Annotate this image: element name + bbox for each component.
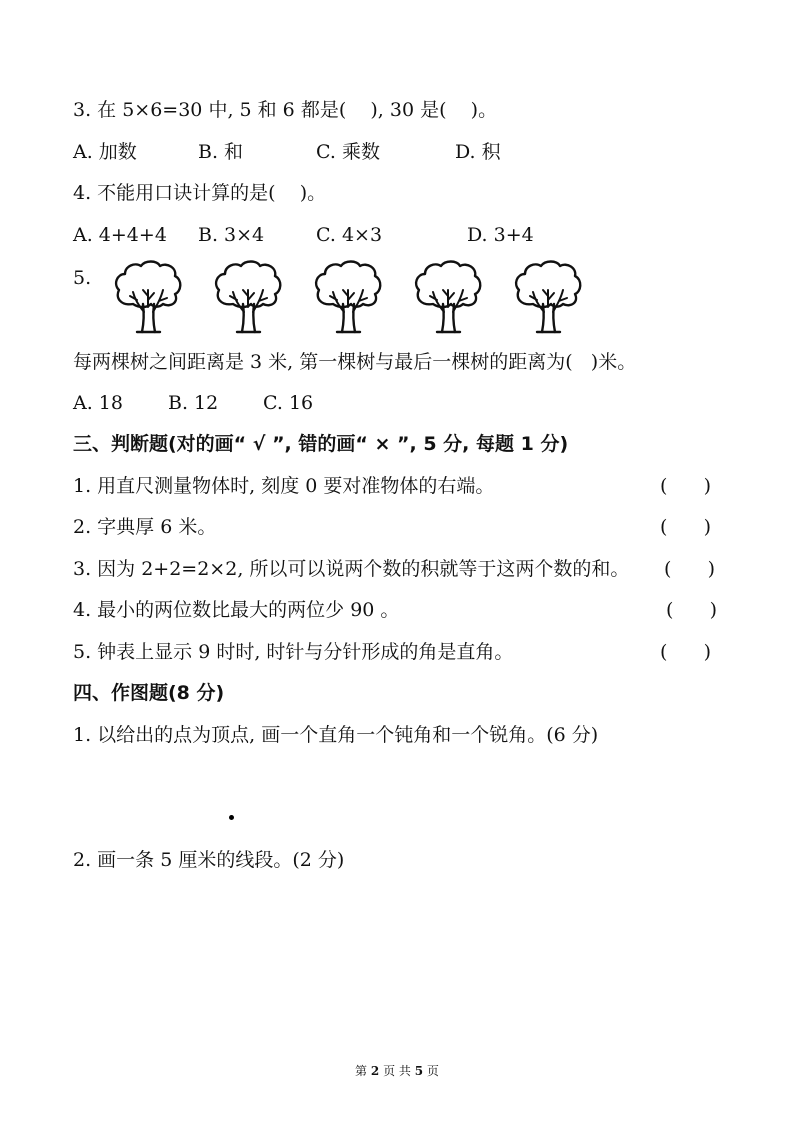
judge-item-2: 2. 字典厚 6 米。 [73,516,217,538]
page-footer [0,1062,794,1079]
judge-item-5: 5. 钟表上显示 9 时时, 时针与分针形成的角是直角。 [73,641,514,663]
q3-stem: 3. 在 5×6=30 中, 5 和 6 都是( ), 30 是( )。 [73,99,498,121]
q3-option-c: C. 乘数 [316,141,380,163]
tree-icon [513,260,583,334]
footer-suffix: 页 [426,1064,439,1078]
judge-blank-2: ( ) [660,516,712,538]
q4-option-b: B. 3×4 [198,224,265,246]
q3-option-d: D. 积 [455,141,501,163]
tree-icon [413,260,483,334]
judge-item-4: 4. 最小的两位数比最大的两位少 90 。 [73,599,400,621]
q3-option-a: A. 加数 [73,141,137,163]
judge-blank-3: ( ) [664,558,716,580]
q4-option-c: C. 4×3 [316,224,383,246]
q5-option-b: B. 12 [168,392,219,414]
footer-total-pages: 5 [414,1064,424,1078]
footer-page-number: 2 [370,1064,380,1078]
q5-stem: 每两棵树之间距离是 3 米, 第一棵树与最后一棵树的距离为( )米。 [73,351,637,373]
vertex-point [229,815,234,820]
tree-icon [113,260,183,334]
footer-prefix: 第 [355,1064,368,1078]
judge-item-1: 1. 用直尺测量物体时, 刻度 0 要对准物体的右端。 [73,475,495,497]
judge-blank-1: ( ) [660,475,712,497]
section4-heading: 四、作图题(8 分) [73,682,225,704]
tree-icon [313,260,383,334]
tree-icon [213,260,283,334]
section3-heading: 三、判断题(对的画“ √ ”, 错的画“ × ”, 5 分, 每题 1 分) [73,433,569,455]
judge-blank-4: ( ) [666,599,718,621]
q4-stem: 4. 不能用口诀计算的是( )。 [73,182,327,204]
draw-item-1: 1. 以给出的点为顶点, 画一个直角一个钝角和一个锐角。(6 分) [73,724,599,746]
judge-blank-5: ( ) [660,641,712,663]
q4-option-d: D. 3+4 [467,224,534,246]
draw-item-2: 2. 画一条 5 厘米的线段。(2 分) [73,849,345,871]
q3-option-b: B. 和 [198,141,244,163]
q5-option-c: C. 16 [263,392,314,414]
q5-option-a: A. 18 [73,392,123,414]
footer-middle: 页 共 [383,1064,411,1078]
q4-option-a: A. 4+4+4 [73,224,167,246]
judge-item-3: 3. 因为 2+2=2×2, 所以可以说两个数的积就等于这两个数的和。 [73,558,630,580]
q5-number: 5. [73,267,92,289]
